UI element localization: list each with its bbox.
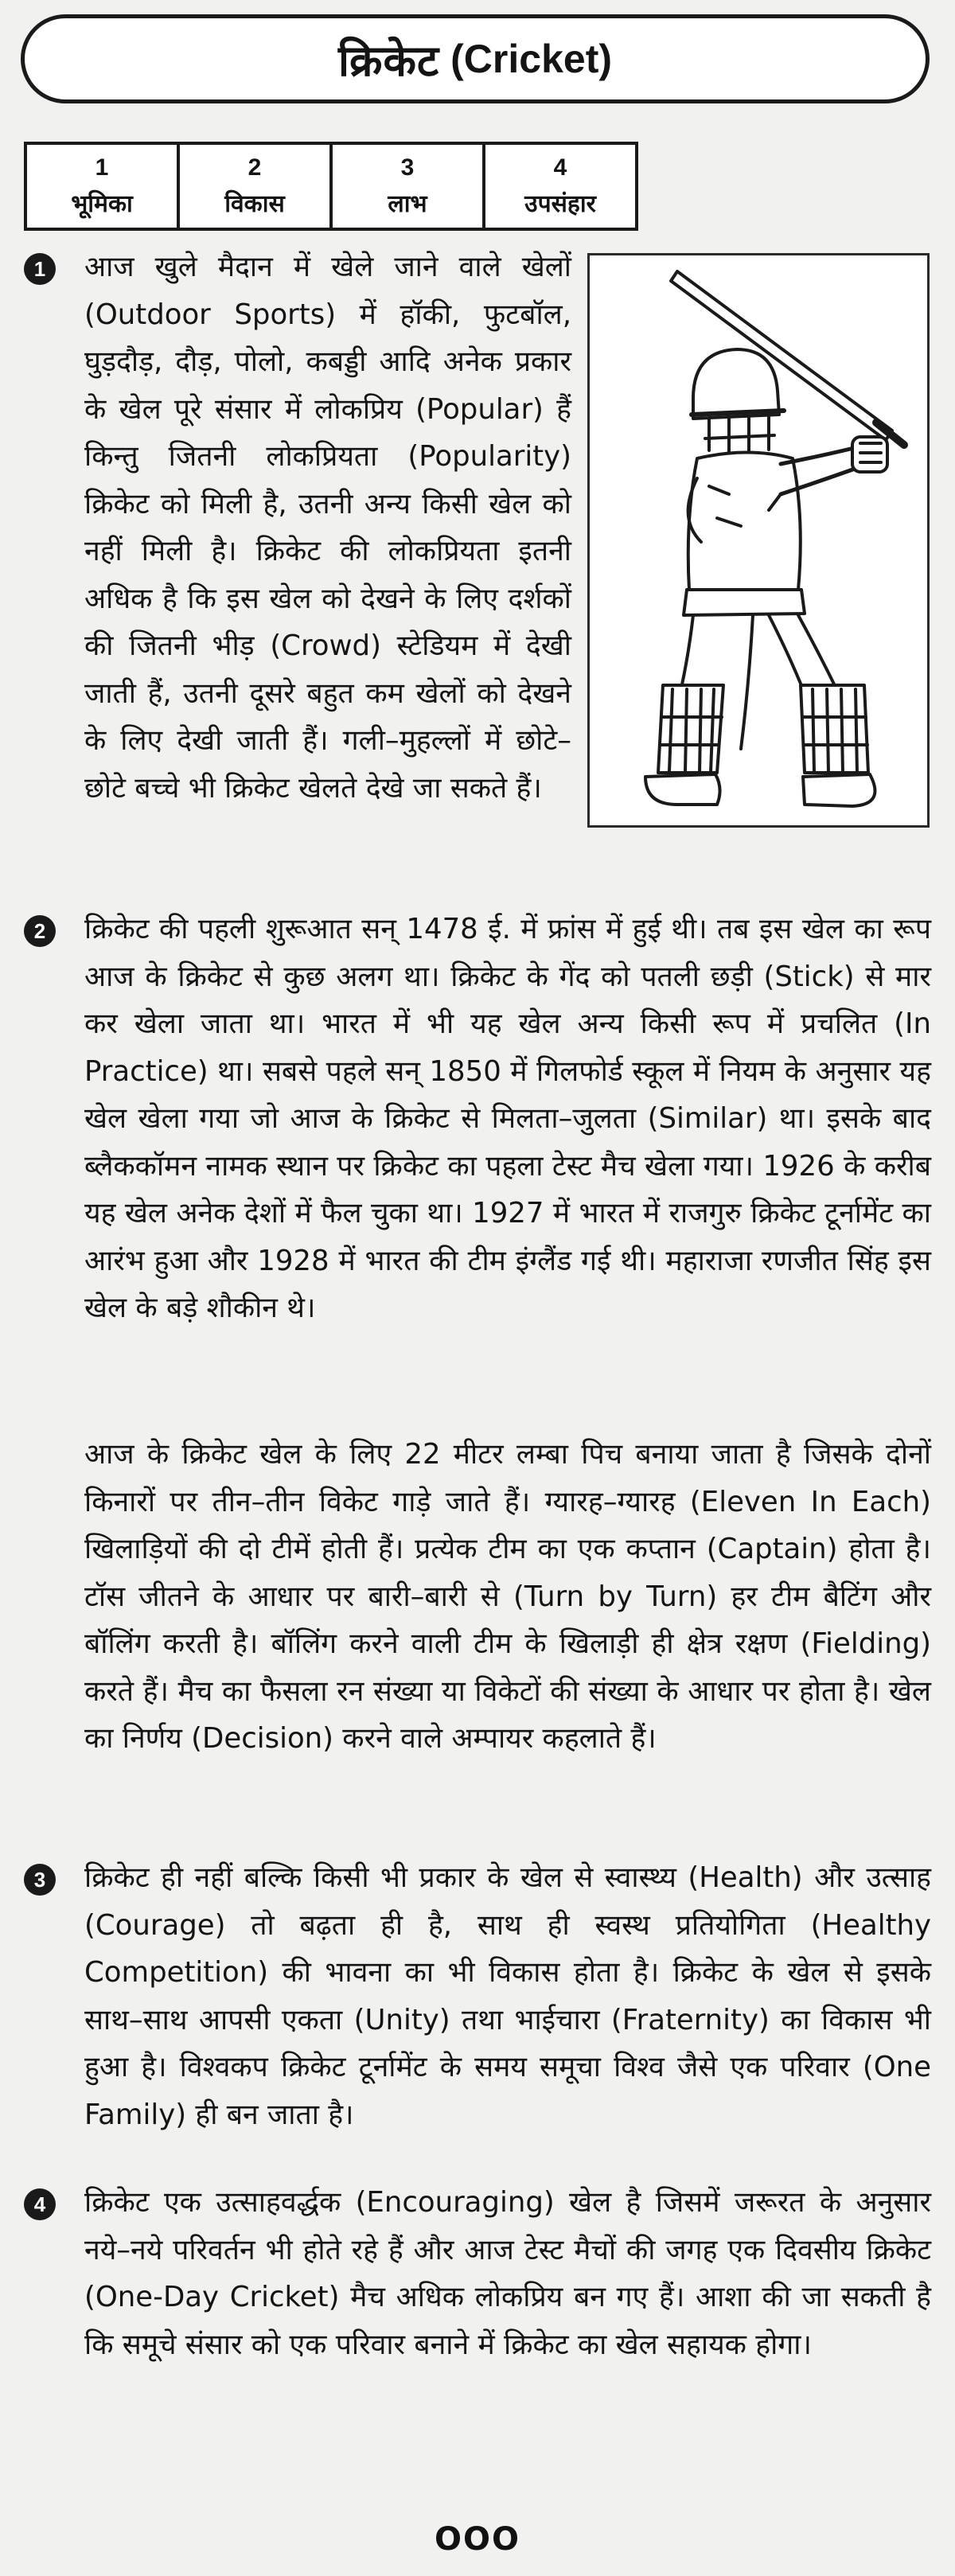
outline-label: विकास [224, 189, 285, 218]
outline-number: 1 [95, 154, 109, 181]
paragraph-rules: आज के क्रिकेट खेल के लिए 22 मीटर लम्बा पिच बनाया जाता है जिसके दोनों किनारों पर तीन–तीन विकेट गाड़े जाते हैं। ग्यारह–ग्यारह (Eleven In Each) खिलाड़ियों की दो टीमें होती हैं। प्रत्येक टीम का एक कप्तान (Captain) होता है। टॉस जीतने के आधार पर बारी–बारी से (Turn by Turn) हर टीम बैटिंग और बॉलिंग करती है। बॉलिंग करने वाली टीम के खिलाड़ी ही क्षेत्र रक्षण (Fielding) करते हैं। मैच का फैसला रन संख्या या विकेटों की संख्या के आधार पर होता है। खेल का निर्णय (Decision) करने वाले अम्पायर कहलाते हैं। [84, 1438, 931, 1755]
cricketer-illustration [587, 253, 930, 828]
title-hindi: क्रिकेट [338, 36, 440, 86]
outline-number: 3 [400, 154, 415, 181]
outline-table [24, 142, 638, 231]
paragraph-development: क्रिकेट की पहली शुरूआत सन् 1478 ई. में फ्रांस में हुई थी। तब इस खेल का रूप आज के क्रिकेट से कुछ अलग था। क्रिकेट के गेंद को पतली छड़ी (Stick) से मार कर खेला जाता था। भारत में भी यह खेल अन्य किसी रूप में प्रचलित (In Practice) था। सबसे पहले सन् 1850 में गिलफोर्ड स्कूल में नियम के अनुसार यह खेल खेला गया जो आज के क्रिकेट से मिलता–जुलता (Similar) था। इसके बाद ब्लैककॉमन नामक स्थान पर क्रिकेट का पहला टेस्ट मैच खेला गया। 1926 के करीब यह खेल अनेक देशों में फैल चुका था। 1927 में भारत में राजगुरु क्रिकेट टूर्नामेंट का आरंभ हुआ और 1928 में भारत की टीम इंग्लैंड गई थी। महाराजा रणजीत सिंह इस खेल के बड़े शौकीन थे। [84, 913, 931, 1324]
outline-label: उपसंहार [524, 189, 596, 218]
batsman-drawing [590, 255, 927, 825]
paragraph-conclusion: क्रिकेट एक उत्साहवर्द्धक (Encouraging) खेल है जिसमें जरूरत के अनुसार नये–नये परिवर्तन भी होते रहे हैं और आज टेस्ट मैचों की जगह एक दिवसीय क्रिकेट (One-Day Cricket) मैच अधिक लोकप्रिय बन गए हैं। आशा की जा सकती है कि समूचे संसार को एक परिवार बनाने में क्रिकेट का खेल सहायक होगा। [84, 2186, 931, 2361]
section-marker-1: 1 [24, 253, 56, 285]
section-marker-4: 4 [24, 2188, 56, 2220]
section-marker-2: 2 [24, 915, 56, 947]
paragraph-benefits: क्रिकेट ही नहीं बल्कि किसी भी प्रकार के खेल से स्वास्थ्य (Health) और उत्साह (Courage) तो बढ़ता ही है, साथ ही स्वस्थ प्रतियोगिता (Healthy Competition) की भावना का भी विकास होता है। क्रिकेट के खेल से इसके साथ–साथ आपसी एकता (Unity) तथा भाईचारा (Fraternity) का विकास भी हुआ है। विश्वकप क्रिकेट टूर्नामेंट के समय समूचा विश्व जैसे एक परिवार (One Family) ही बन जाता है। [84, 1861, 931, 2131]
footer-ornament: OOO [434, 2521, 520, 2558]
outline-label: भूमिका [71, 189, 133, 218]
outline-number: 4 [553, 154, 567, 181]
outline-cell [27, 145, 180, 228]
essay-title-banner [21, 14, 930, 103]
section-marker-3: 3 [24, 1864, 56, 1896]
outline-cell [180, 145, 333, 228]
outline-cell [333, 145, 485, 228]
outline-label: लाभ [388, 189, 427, 218]
title-english: (Cricket) [450, 37, 612, 81]
paragraph-introduction: आज खुले मैदान में खेले जाने वाले खेलों (Outdoor Sports) में हॉकी, फुटबॉल, घुड़दौड़, दौड़, पोलो, कबड्डी आदि अनेक प्रकार के खेल पूरे संसार में लोकप्रिय (Popular) हैं किन्तु जितनी लोकप्रियता (Popularity) क्रिकेट को मिली है, उतनी अन्य किसी खेल को नहीं मिली है। क्रिकेट की लोकप्रियता इतनी अधिक है कि इस खेल को देखने के लिए दर्शकों की जितनी भीड़ (Crowd) स्टेडियम में देखी जाती हैं, उतनी दूसरे बहुत कम खेलों को देखने के लिए देखी जाती हैं। गली–मुहल्लों में छोटे–छोटे बच्चे भी क्रिकेट खेलते देखे जा सकते हैं। [84, 251, 571, 805]
outline-number: 2 [248, 154, 262, 181]
outline-cell [485, 145, 635, 228]
